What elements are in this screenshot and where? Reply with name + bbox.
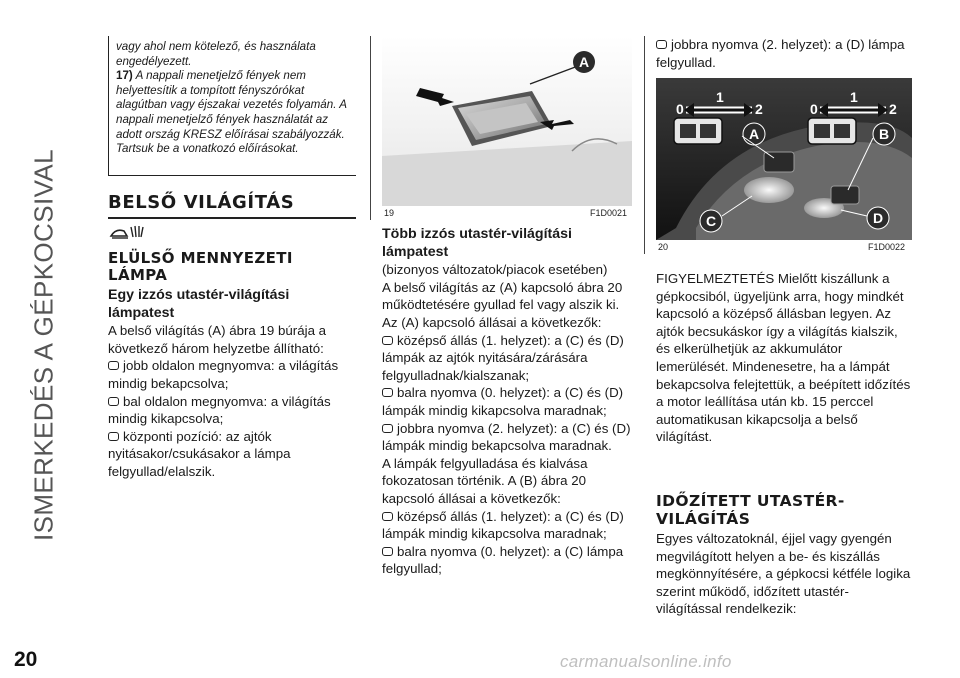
bullet-icon [382,336,393,345]
figure-20-multi-lamp [656,78,912,240]
callout-a: A [748,126,760,142]
position-1-label: 1 [850,89,858,105]
section-title-interior-lighting: BELSŐ VILÁGÍTÁS [108,192,356,219]
list-item: bal oldalon megnyomva: a világítás mindig kikapcsolva; [108,393,331,427]
section-title-timed-lighting: IDŐZÍTETT UTASTÉR-VILÁGÍTÁS [656,492,845,528]
figure-19-code: F1D0021 [590,208,628,218]
heading-multi-bulb: Több izzós utastér-világítási lámpatest [382,226,572,260]
figure-20-number: 20 [658,242,669,252]
col2-middle: A lámpák felgyulladása és kialvása fokozatosan történik. A (B) ábra 20 kapcsoló állásai a következők: [382,455,588,506]
col2-intro: A belső világítás az (A) kapcsoló ábra 20 működtetésére gyullad fel vagy alszik ki. Az (A) kapcsoló állásai a következők: [382,279,623,330]
bullet-icon [656,40,667,49]
figure-19-number: 19 [384,208,395,218]
list-item: balra nyomva (0. helyzet): a (C) lámpa felgyullad; [382,543,624,577]
note-number: 17) [116,69,133,83]
subsection-title-front-lamp: ELÜLSŐ MENNYEZETI LÁMPA [108,249,293,284]
position-0-label: 0 [676,101,684,117]
bullet-icon [108,397,119,406]
list-item: jobbra nyomva (2. helyzet): a (C) és (D) lámpák mindig bekapcsolva maradnak. [382,420,631,454]
bullet-icon [108,361,119,370]
column-divider [370,36,371,220]
list-item: jobb oldalon megnyomva: a világítás mindig bekapcsolva; [108,358,339,391]
interior-lamp-icon [108,222,148,242]
position-2-label: 2 [755,101,763,117]
watermark: carmanualsonline.info [560,652,732,671]
bullet-icon [108,432,119,441]
bullet-icon [382,512,393,521]
note-box [108,36,356,176]
chapter-sidebar [28,148,59,542]
list-item: központi pozíció: az ajtók nyitásakor/csukásakor a lámpa felgyullad/elalszik. [108,428,291,479]
note-intro: vagy ahol nem kötelező, és használata engedélyezett. [116,40,316,68]
position-2-label: 2 [889,101,897,117]
callout-d: D [872,210,884,226]
col2-text [382,226,632,578]
heading-note: (bizonyos változatok/piacok esetében) [382,262,608,278]
callout-c: C [705,213,717,229]
page-number: 20 [14,648,38,671]
col1-text [108,287,356,481]
bullet-icon [382,388,393,397]
list-item: középső állás (1. helyzet): a (C) és (D) lámpák mindig kikapcsolva maradnak; [382,508,624,542]
figure-19-single-lamp [382,36,632,206]
chapter-title: ISMERKEDÉS A GÉPKOCSIVAL [28,148,59,542]
timed-lighting-body: Egyes változatoknál, éjjel vagy gyengén megvilágított helyen a be- és kiszállás megkönnyítésére, a gépkocsi kétféle logika szerint működő, időzített utastér-világítással rendelkezik: [656,531,911,617]
column-divider [644,36,645,254]
bullet-icon [382,424,393,433]
callout-b: B [878,126,890,142]
position-1-label: 1 [716,89,724,105]
list-item: jobbra nyomva (2. helyzet): a (D) lámpa felgyullad. [656,37,905,70]
bullet-icon [382,547,393,556]
callout-a: A [578,54,590,70]
heading-single-bulb: Egy izzós utastér-világítási lámpatest [108,287,290,321]
col1-intro: A belső világítás (A) ábra 19 búrája a következő három helyzetbe állítható: [108,323,327,356]
note-text: A nappali menetjelző fények nem helyettesítik a tompított fényszórókat alagútban vagy éjszakai vezetés folyamán. A nappali menetjelző fények használatát az adott ország KRESZ előírásai szabályozzák. Tartsuk be a vonatkozó előírásokat. [116,69,347,156]
figure-20-code: F1D0022 [868,242,906,252]
warning-text: FIGYELMEZTETÉS Mielőtt kiszállunk a gépkocsiból, ügyeljünk arra, hogy mindkét kapcsoló a középső állásban legyen. Az ajtók becsukáskor így a világítás kialszik, és elkerülhetjük az akkumulátor lemerülését. Mindenesetre, ha a lámpát bekapcsolva felejtettük, a beépített időzítés a motor leállítása után kb. 15 perccel automatikusan kikapcsolja a belső világítást. [656,271,911,445]
list-item: balra nyomva (0. helyzet): a (C) és (D) lámpák mindig kikapcsolva maradnak; [382,385,624,418]
list-item: középső állás (1. helyzet): a (C) és (D) lámpák az ajtók nyitására/zárására felgyulladnak/kialszanak; [382,332,624,383]
position-0-label: 0 [810,101,818,117]
col3-top-item [656,36,912,71]
